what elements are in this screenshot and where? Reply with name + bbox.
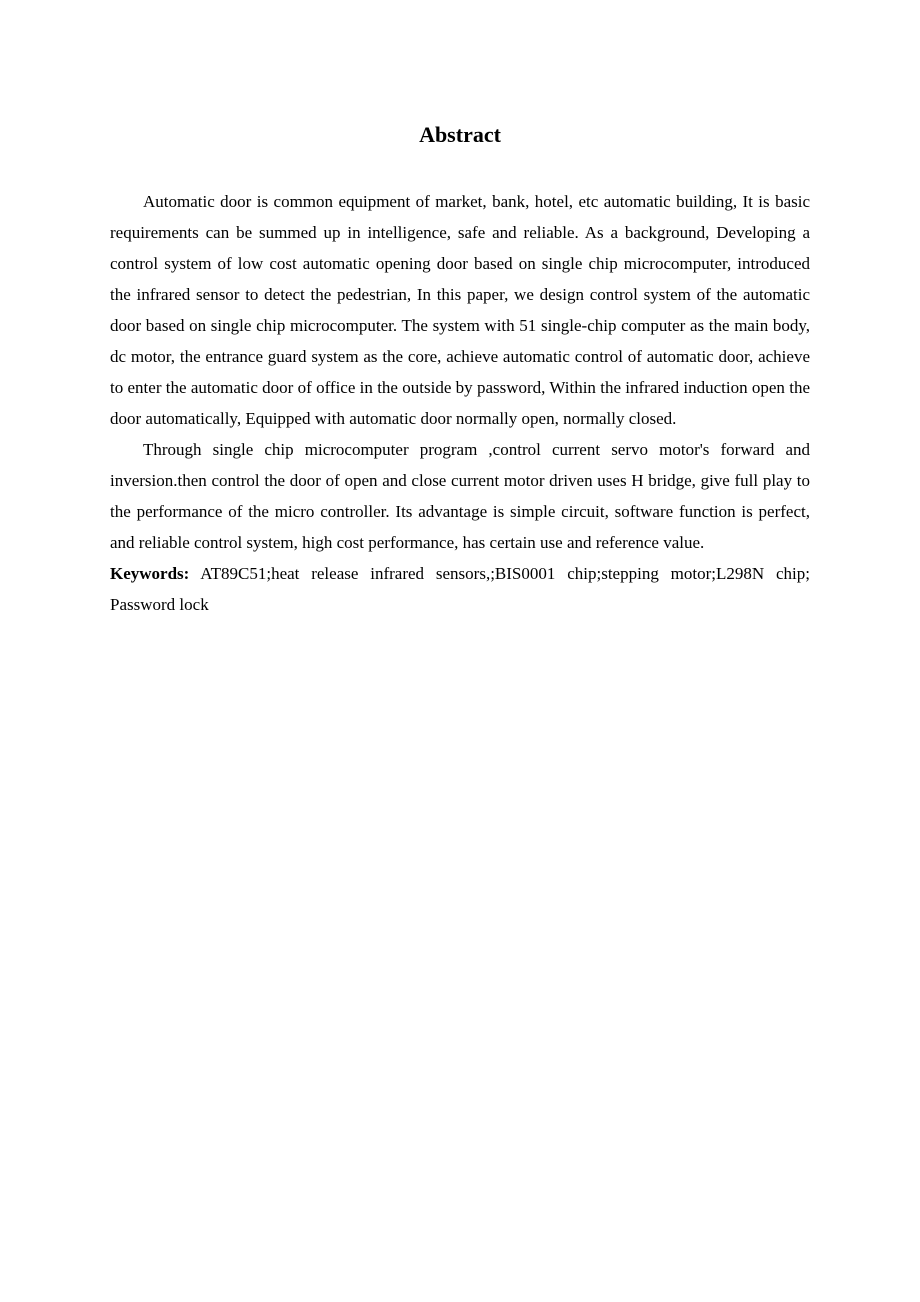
abstract-title: Abstract xyxy=(419,122,501,147)
keywords-line xyxy=(110,558,810,620)
keywords-text: AT89C51;heat release infrared sensors,;BIS0001 chip;stepping motor;L298N chip; Password lock xyxy=(110,564,810,614)
abstract-body xyxy=(110,186,810,620)
abstract-paragraph-2: Through single chip microcomputer program ,control current servo motor's forward and inversion.then control the door of open and close current motor driven uses H bridge, give full play to the performance of the micro controller. Its advantage is simple circuit, software function is perfect, and reliable control system, high cost performance, has certain use and reference value. xyxy=(110,440,810,552)
keywords-label: Keywords: xyxy=(110,564,190,583)
abstract-paragraph-1: Automatic door is common equipment of market, bank, hotel, etc automatic building, It is basic requirements can be summed up in intelligence, safe and reliable. As a background, Developing a control system of low cost automatic opening door based on single chip microcomputer, introduced the infrared sensor to detect the pedestrian, In this paper, we design control system of the automatic door based on single chip microcomputer. The system with 51 single-chip computer as the main body, dc motor, the entrance guard system as the core, achieve automatic control of automatic door, achieve to enter the automatic door of office in the outside by password, Within the infrared induction open the door automatically, Equipped with automatic door normally open, normally closed. xyxy=(110,192,810,428)
